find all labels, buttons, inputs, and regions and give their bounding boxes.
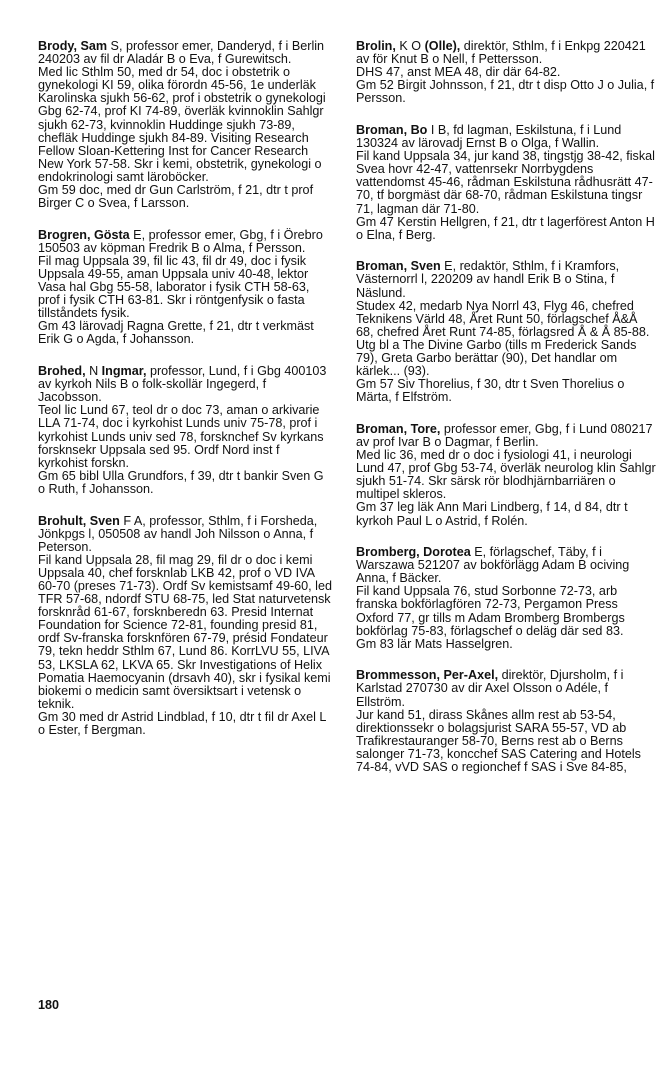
- entry-brohult: [38, 515, 332, 738]
- entry-family: Gm 57 Siv Thorelius, f 30, dtr t Sven Thorelius o Märta, f Elfström.: [356, 377, 625, 405]
- entry-broman-tore: [356, 423, 656, 528]
- entry-surname: Brolin,: [356, 39, 396, 53]
- entry-family: Gm 83 lär Mats Hasselgren.: [356, 636, 513, 651]
- entry-surname: Brohult, Sven: [38, 513, 120, 528]
- entry-given: direktör, Djursholm, f i Karlstad 270730 av dir Axel Olsson o Adéle, f Ellström.: [356, 668, 624, 709]
- entry-given-bold: (Olle),: [424, 39, 461, 53]
- entry-given-pre: K O: [395, 39, 425, 53]
- entry-family: Gm 52 Birgit Johnsson, f 21, dtr t disp Otto J o Julia, f Persson.: [356, 78, 655, 106]
- entry-family: Gm 65 bibl Ulla Grundfors, f 39, dtr t bankir Sven G o Ruth, f Johansson.: [38, 468, 324, 496]
- entry-surname: Broman, Bo: [356, 122, 428, 137]
- entry-body: Studex 42, medarb Nya Norrl 43, Flyg 46, chefred Teknikens Värld 48, Året Runt 50, förlagschef Å&Å 68, chefred Året Runt 74-85, förlagsred Å & Å 85-88. Utg bl a The Divine Garbo (tills m Frederick Sands 79), Greta Garbo berättar (90), Det handlar om kärlek... (93).: [356, 298, 650, 379]
- left-column: [38, 40, 332, 756]
- entry-surname: Brody, Sam: [38, 39, 108, 53]
- entry-bromberg: [356, 546, 656, 651]
- entry-surname: Brohed,: [38, 364, 86, 379]
- entry-body: Fil kand Uppsala 28, fil mag 29, fil dr o doc i kemi Uppsala 40, chef forsknlab LKB 42, prof o VD IVA 60-70 (preses 71-73). Ordf Sv kemistsamf 49-60, led TFR 57-68, ndordf STU 68-75, led Stat naturvetensk forsknråd 61-67, forsknberedn 63. Presid Internat Foundation for Science 72-81, founding presid 81, ordf Sv-franska forsknfören 67-79, présid Fondateur 79, tekn heddr Sthlm 67, Lund 86. KorrLVU 55, LIVA 53, LKSLA 62, LKVA 65. Skr Investigations of Helix Pomatia Haemocyanin (drsavh 40), skr i fysikal kemi biokemi o medicin samt översiktsart i vetensk o teknik.: [38, 552, 332, 711]
- entry-surname: Brogren, Gösta: [38, 227, 130, 242]
- entry-family: Gm 43 lärovadj Ragna Grette, f 21, dtr t verkmäst Erik G o Agda, f Johansson.: [38, 319, 314, 347]
- entry-given-bold: Ingmar,: [101, 364, 147, 379]
- right-column: [356, 40, 656, 793]
- entry-broman-sven: [356, 260, 656, 404]
- entry-intro: [356, 423, 656, 449]
- entry-body: Jur kand 51, dirass Skånes allm rest ab 53-54, direktionssekr o bolagsjurist SARA 55-57, VD ab Trafikrestauranger 58-70, Berns rest ab o Berns salonger 71-73, koncchef SAS Catering and Hotels 74-84, vVD SAS o regionchef f SAS i Sve 84-85,: [356, 707, 641, 774]
- entry-intro: [38, 515, 332, 554]
- entry-given: S, professor emer, Danderyd, f i Berlin 240203 av fil dr Aladár B o Eva, f Gurewitsch.: [38, 39, 325, 67]
- entry-brogren: [38, 229, 332, 347]
- entry-given: professor, Lund, f i Gbg 400103 av kyrkoh Nils B o folk-skollär Ingegerd, f Jacobsson.: [38, 364, 327, 405]
- entry-intro: [356, 669, 656, 708]
- entry-given: E, förlagschef, Täby, f i Warszawa 521207 av bokförlägg Adam B ociving Anna, f Bäcker.: [356, 545, 630, 586]
- entry-given: direktör, Sthlm, f i Enkpg 220421 av för Knut B o Nell, f Pettersson.: [356, 39, 646, 67]
- entry-brohed: [38, 365, 332, 496]
- entry-given: F A, professor, Sthlm, f i Forsheda, Jönkpgs l, 050508 av handl Joh Nilsson o Anna, f Peterson.: [38, 513, 318, 554]
- entry-intro: [38, 365, 332, 404]
- entry-body: Med lic Sthlm 50, med dr 54, doc i obstetrik o gynekologi KI 59, olika förordn 45-56, 1e underläk Karolinska sjukh 56-62, prof i obstetrik o gynekologi Gbg 62-74, prof KI 74-89, överläk kvinnoklin Sahlgr sjukh 62-73, kvinnoklin Huddinge sjukh 73-89, chefläk Huddinge sjukh 84-89. Visiting Research Fellow Sloan-Kettering Inst for Cancer Research New York 57-58. Skr i kemi, obstetrik, gynekologi o endokrinologi samt läroböcker.: [38, 65, 326, 184]
- entry-given: I B, fd lagman, Eskilstuna, f i Lund 130324 av lärovadj Ernst B o Olga, f Wallin.: [356, 122, 622, 151]
- entry-surname: Bromberg, Dorotea: [356, 545, 471, 560]
- entry-intro: [356, 546, 656, 585]
- entry-family: Gm 30 med dr Astrid Lindblad, f 10, dtr t fil dr Axel L o Ester, f Bergman.: [38, 709, 326, 737]
- entry-intro: [38, 40, 332, 66]
- entry-surname: Broman, Sven: [356, 259, 441, 274]
- entry-body: Med lic 36, med dr o doc i fysiologi 41, i neurologi Lund 47, prof Gbg 53-74, överläk neurolog klin Sahlgr sjukh 51-74. Skr särsk rör blodhjärnbarriären o multipel skleros.: [356, 448, 656, 502]
- entry-given-pre: N: [85, 364, 102, 379]
- entry-family: Gm 47 Kerstin Hellgren, f 21, dtr t lagerförest Anton H o Elna, f Berg.: [356, 214, 655, 242]
- entry-broman-bo: [356, 124, 656, 242]
- entry-body: Fil mag Uppsala 39, fil lic 43, fil dr 49, doc i fysik Uppsala 49-55, aman Uppsala univ 40-48, lektor Vasa hal Gbg 55-58, laborator i fysik CTH 58-63, prof i fysik CTH 63-81. Skr i röntgenfysik o fasta tillståndets fysik.: [38, 253, 310, 321]
- entry-intro: [356, 40, 656, 66]
- entry-given: E, redaktör, Sthlm, f i Kramfors, Västernorrl l, 220209 av handl Erik B o Stina, f Näslund.: [356, 259, 620, 300]
- entry-body: DHS 47, anst MEA 48, dir där 64-82.: [356, 65, 561, 80]
- entry-family: Gm 59 doc, med dr Gun Carlström, f 21, dtr t prof Birger C o Svea, f Larsson.: [38, 183, 314, 211]
- page-number: 180: [38, 998, 60, 1012]
- entry-given: professor emer, Gbg, f i Lund 080217 av prof Ivar B o Dagmar, f Berlin.: [356, 421, 653, 449]
- entry-body: Fil kand Uppsala 76, stud Sorbonne 72-73, arb franska bokförlagfören 72-73, Pergamon Press Oxford 77, gr tills m Adam Bromberg Brombergs bokförlag 75-83, förlagschef o deläg där sed 83.: [356, 584, 625, 638]
- entry-brody: [38, 40, 332, 210]
- entry-intro: [356, 260, 656, 299]
- entry-intro: [38, 229, 332, 255]
- entry-body: Fil kand Uppsala 34, jur kand 38, tingstjg 38-42, fiskal Svea hovr 42-47, vattenrsekr Norrbygdens vattendomst 45-46, rådman Eskilstuna rådhusrätt 47-70, tf borgmäst där 68-70, rådman Eskilstuna tingsr 71, lagman där 71-80.: [356, 149, 655, 216]
- entry-body: Teol lic Lund 67, teol dr o doc 73, aman o arkivarie LLA 71-74, doc i kyrkohist Lunds univ 75-78, prof i kyrkohist Lunds univ sed 78, forsknchef Sv kyrkans forsknsekr Uppsala sed 95. Ordf Nord inst f kyrkohist forskn.: [38, 403, 324, 470]
- entry-intro: [356, 124, 656, 150]
- entry-family: Gm 37 leg läk Ann Mari Lindberg, f 14, d 84, dtr t kyrkoh Paul L o Astrid, f Rolén.: [356, 500, 628, 528]
- entry-surname: Brommesson, Per-Axel,: [356, 668, 499, 683]
- entry-brommesson: [356, 669, 656, 774]
- entry-given: E, professor emer, Gbg, f i Örebro 150503 av köpman Fredrik B o Alma, f Persson.: [38, 227, 323, 255]
- entry-brolin: [356, 40, 656, 105]
- entry-surname: Broman, Tore,: [356, 421, 441, 436]
